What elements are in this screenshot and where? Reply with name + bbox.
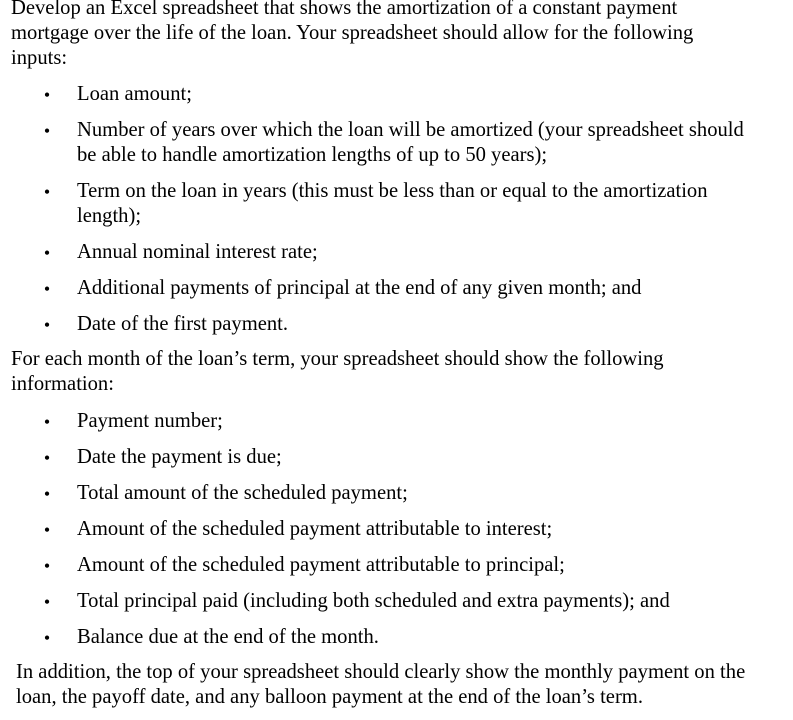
list-item-text: Amount of the scheduled payment attributable to interest; <box>77 518 553 540</box>
outputs-line-1: For each month of the loan’s term, your spreadsheet should show the following <box>11 348 664 370</box>
list-item-text: Balance due at the end of the month. <box>77 626 379 648</box>
list-item-text: be able to handle amortization lengths of up to 50 years); <box>77 144 548 166</box>
bullet-icon: • <box>43 412 51 432</box>
bullet-icon: • <box>43 315 51 335</box>
list-item-text: Date of the first payment. <box>77 313 289 335</box>
outputs-line-2: information: <box>11 373 114 395</box>
bullet-icon: • <box>43 121 51 141</box>
intro-line-3: inputs: <box>11 47 68 69</box>
bullet-icon: • <box>43 628 51 648</box>
list-item-text: Amount of the scheduled payment attributable to principal; <box>77 554 565 576</box>
list-item-text: Term on the loan in years (this must be less than or equal to the amortization <box>77 180 708 202</box>
list-item-text: length); <box>77 205 142 227</box>
closing-line-2: loan, the payoff date, and any balloon payment at the end of the loan’s term. <box>16 686 643 708</box>
bullet-icon: • <box>43 448 51 468</box>
list-item-text: Number of years over which the loan will be amortized (your spreadsheet should <box>77 119 744 141</box>
list-item-text: Total amount of the scheduled payment; <box>77 482 408 504</box>
list-item-text: Additional payments of principal at the end of any given month; and <box>77 277 642 299</box>
bullet-icon: • <box>43 279 51 299</box>
bullet-icon: • <box>43 520 51 540</box>
intro-line-1: Develop an Excel spreadsheet that shows the amortization of a constant payment <box>11 0 678 19</box>
list-item-text: Payment number; <box>77 410 223 432</box>
list-item-text: Total principal paid (including both scheduled and extra payments); and <box>77 590 670 612</box>
list-item-text: Annual nominal interest rate; <box>77 241 318 263</box>
bullet-icon: • <box>43 243 51 263</box>
bullet-icon: • <box>43 182 51 202</box>
intro-line-2: mortgage over the life of the loan. Your spreadsheet should allow for the following <box>11 22 694 44</box>
list-item-text: Loan amount; <box>77 83 192 105</box>
bullet-icon: • <box>43 484 51 504</box>
outputs-paragraph <box>11 347 664 397</box>
closing-line-1: In addition, the top of your spreadsheet should clearly show the monthly payment on the <box>16 661 746 683</box>
list-item-text: Date the payment is due; <box>77 446 282 468</box>
closing-paragraph <box>16 660 745 710</box>
bullet-icon: • <box>43 556 51 576</box>
bullet-icon: • <box>43 85 51 105</box>
intro-paragraph <box>11 0 693 71</box>
bullet-icon: • <box>43 592 51 612</box>
